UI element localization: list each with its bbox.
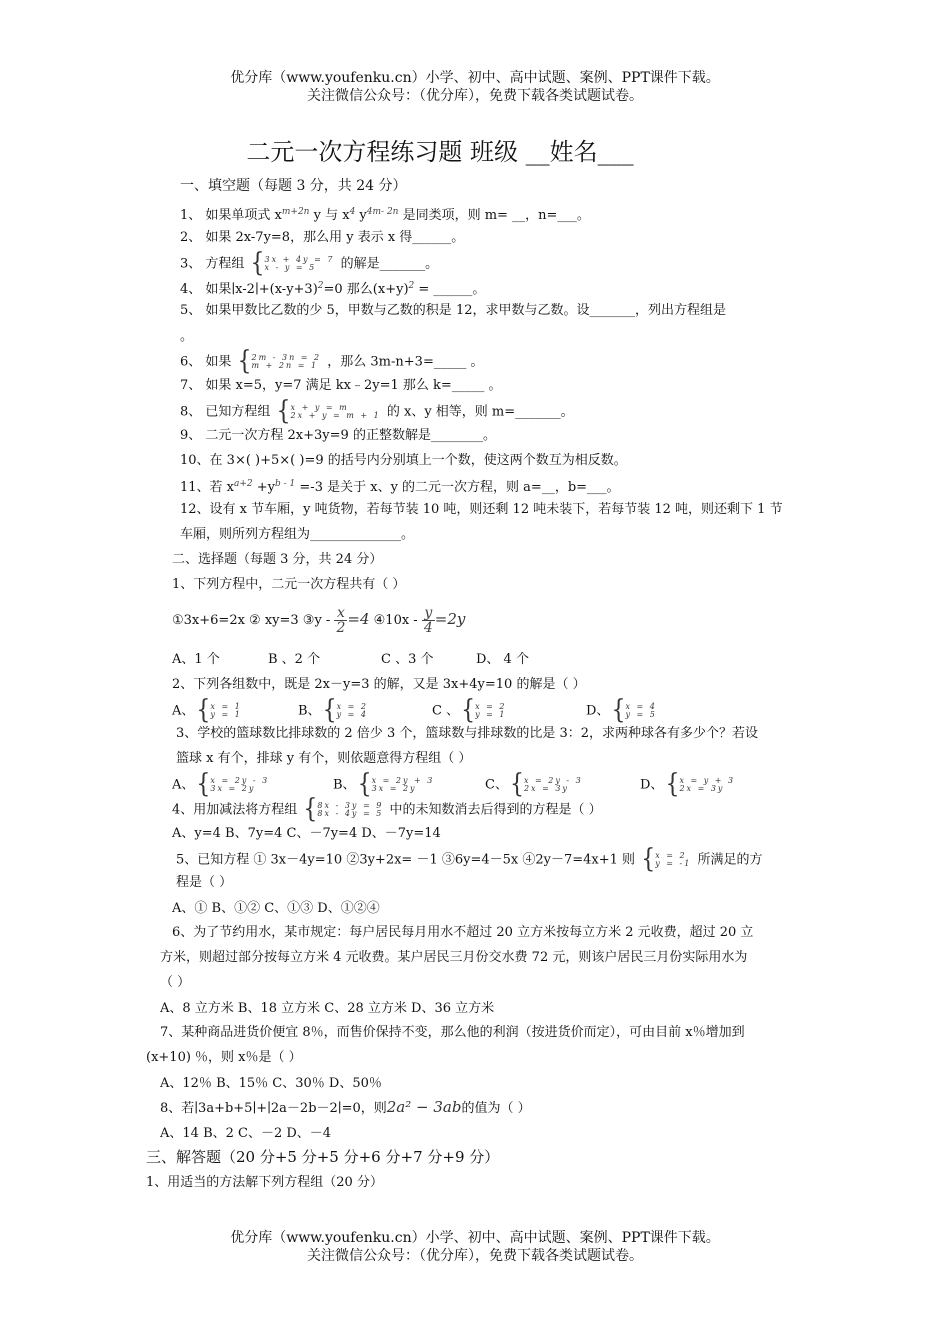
s2-q1-option-d: D、 4 个 xyxy=(476,652,529,667)
section3-heading: 三、解答题（20 分+5 分+5 分+6 分+7 分+9 分） xyxy=(146,1148,500,1166)
equation-system: {x = 2 y = -1 xyxy=(641,844,692,875)
s2-q3-option-c: C、{x = 2y - 3 2x = 3y xyxy=(485,769,583,800)
s1-question-7: 7、 如果 x=5，y=7 满足 kx﹣2y=1 那么 k=_____ 。 xyxy=(180,378,502,393)
s1-question-2: 2、 如果 2x-7y=8，那么用 y 表示 x 得______。 xyxy=(180,230,465,245)
s1-question-10: 10、在 3×( )+5×( )=9 的括号内分别填上一个数，使这两个数互为相反数。 xyxy=(180,453,627,468)
footer-line-2: 关注微信公众号：（优分库），免费下载各类试题试卷。 xyxy=(307,1248,643,1264)
s3-question-1: 1、用适当的方法解下列方程组（20 分） xyxy=(146,1175,383,1190)
fraction: $\frac{x}{2}$ xyxy=(336,605,346,636)
s2-q8-options: A、14 B、2 C、－2 D、－4 xyxy=(160,1126,332,1141)
s1-question-8: 8、 已知方程组 {x + y = m 2x + y = m + 1 的 x、y 相等，则 m=_______。 xyxy=(180,396,574,427)
s1-question-12-cont: 车厢，则所列方程组为______________。 xyxy=(180,527,415,542)
s2-question-6-cont: 方米，则超过部分按每立方米 4 元收费。某户居民三月份交水费 72 元，则该户居民三月份实际用水为 xyxy=(160,950,748,965)
s2-question-1-equations: ①3x+6=2x ② xy=3 ③y - $\frac{x}{2}$ =4 ④10x - $\frac{y}{4}$ =2y xyxy=(172,605,466,636)
s1-question-9: 9、 二元一次方程 2x+3y=9 的正整数解是________。 xyxy=(180,428,496,443)
header-line-1: 优分库（www.youfenku.cn）小学、初中、高中试题、案例、PPT课件下载。 xyxy=(230,70,720,86)
s2-question-6-cont2: （ ） xyxy=(160,975,191,990)
s2-question-7: 7、某种商品进货价便宜 8％，而售价保持不变，那么他的利润（按进货价而定），可由目前 x％增加到 xyxy=(160,1025,745,1040)
s2-question-5-cont: 程是（ ） xyxy=(176,875,233,890)
s2-q1-option-c: C 、3 个 xyxy=(381,652,434,667)
s2-q1-option-a: A、1 个 xyxy=(172,652,220,667)
s1-question-3: 3、 方程组 {3x + 4y = 7 x - y = 5 的解是_______。 xyxy=(180,248,439,279)
s2-question-6: 6、为了节约用水，某市规定：每户居民每月用水不超过 20 立方米按每立方米 2 元收费，超过 20 立 xyxy=(172,925,754,940)
s1-question-4: 4、 如果$∣x-2∣+(x-y+3)^2=0$ 那么$(x+y)^2$ = ______。 xyxy=(180,281,486,297)
fraction: $\frac{y}{4}$ xyxy=(423,605,433,636)
equation-system: {2m - 3n = 2 m + 2n = 1 xyxy=(237,346,322,377)
s1-question-1: 1、 如果单项式 $x^{m+2n}$ y 与 $x^4$ $y^{4m- 2n}$ 是同类项，则 m= __，n=___。 xyxy=(180,207,590,223)
s2-q3-option-d: D、{x = y + 3 2x = 3y xyxy=(640,769,736,800)
header-line-2: 关注微信公众号：（优分库），免费下载各类试题试卷。 xyxy=(307,88,643,104)
s2-question-3-cont: 篮球 x 有个，排球 y 有个，则依题意得方程组（ ） xyxy=(176,751,472,766)
s2-q2-option-c: C 、{x = 2 y = 1 xyxy=(432,695,507,726)
s2-q2-option-b: B、{x = 2 y = 4 xyxy=(298,695,368,726)
s2-q5-options: A、① B、①② C、①③ D、①②④ xyxy=(172,901,380,916)
s1-question-11: 11、若 $x^{a+2} +y^{b - 1} =-3$ 是关于 x、y 的二元一次方程，则 a=__，b=___。 xyxy=(180,479,620,495)
footer-line-1: 优分库（www.youfenku.cn）小学、初中、高中试题、案例、PPT课件下载。 xyxy=(230,1230,720,1246)
s2-question-7-cont: (x+10) ％，则 x％是（ ） xyxy=(146,1050,302,1065)
s2-question-8: 8、若∣3a+b+5∣+∣2a－2b－2∣=0，则2a² − 3ab的值为（ ） xyxy=(160,1098,531,1116)
s2-question-1: 1、下列方程中，二元一次方程共有（ ） xyxy=(172,577,406,592)
s2-q6-options: A、8 立方米 B、18 立方米 C、28 立方米 D、36 立方米 xyxy=(160,1001,495,1016)
s2-q4-options: A、y=4 B、7y=4 C、－7y=4 D、－7y=14 xyxy=(172,826,441,841)
equation-system: {8x - 3y = 9 8x - 4y = 5 xyxy=(303,794,384,825)
s1-question-6: 6、 如果 {2m - 3n = 2 m + 2n = 1 ，那么 3m-n+3=_____ 。 xyxy=(180,346,484,377)
section1-heading: 一、填空题（每题 3 分，共 24 分） xyxy=(180,178,407,194)
s2-q1-option-b: B 、2 个 xyxy=(268,652,321,667)
s2-question-5: 5、已知方程 ① 3x－4y=10 ②3y+2x= －1 ③6y=4－5x ④2y－7=4x+1 则 {x = 2 y = -1 所满足的方 xyxy=(176,844,763,875)
s1-question-5: 5、 如果甲数比乙数的少 5，甲数与乙数的积是 12，求甲数与乙数。设_______，列出方程组是 xyxy=(180,303,726,318)
s2-q2-option-d: D、{x = 4 y = 5 xyxy=(586,695,657,726)
s2-question-3: 3、学校的篮球数比排球数的 2 倍少 3 个，篮球数与排球数的比是 3：2，求两种球各有多少个？若设 xyxy=(176,726,759,741)
section2-heading: 二、选择题（每题 3 分，共 24 分） xyxy=(172,552,383,567)
s2-question-2: 2、下列各组数中，既是 2x－y=3 的解，又是 3x+4y=10 的解是（ ） xyxy=(172,677,586,692)
equation-system: {x + y = m 2x + y = m + 1 xyxy=(276,396,381,427)
page-title: 二元一次方程练习题 班级 __姓名___ xyxy=(246,138,634,166)
s2-q3-option-b: B、{x = 2y + 3 3x = 2y xyxy=(333,769,435,800)
equation-system: {3x + 4y = 7 x - y = 5 xyxy=(250,248,335,279)
s2-q3-option-a: A、{x = 2y - 3 3x = 2y xyxy=(172,769,270,800)
s2-question-4: 4、用加减法将方程组 {8x - 3y = 9 8x - 4y = 5 中的未知数消去后得到的方程是（ ） xyxy=(172,794,602,825)
s2-q7-options: A、12％ B、15％ C、30％ D、50％ xyxy=(160,1076,382,1091)
s2-q2-option-a: A、{x = 1 y = 1 xyxy=(172,695,242,726)
s1-question-5-cont: 。 xyxy=(180,329,194,344)
s1-question-12: 12、设有 x 节车厢，y 吨货物，若每节装 10 吨，则还剩 12 吨未装下，若每节装 12 吨，则还剩下 1 节 xyxy=(180,502,783,517)
